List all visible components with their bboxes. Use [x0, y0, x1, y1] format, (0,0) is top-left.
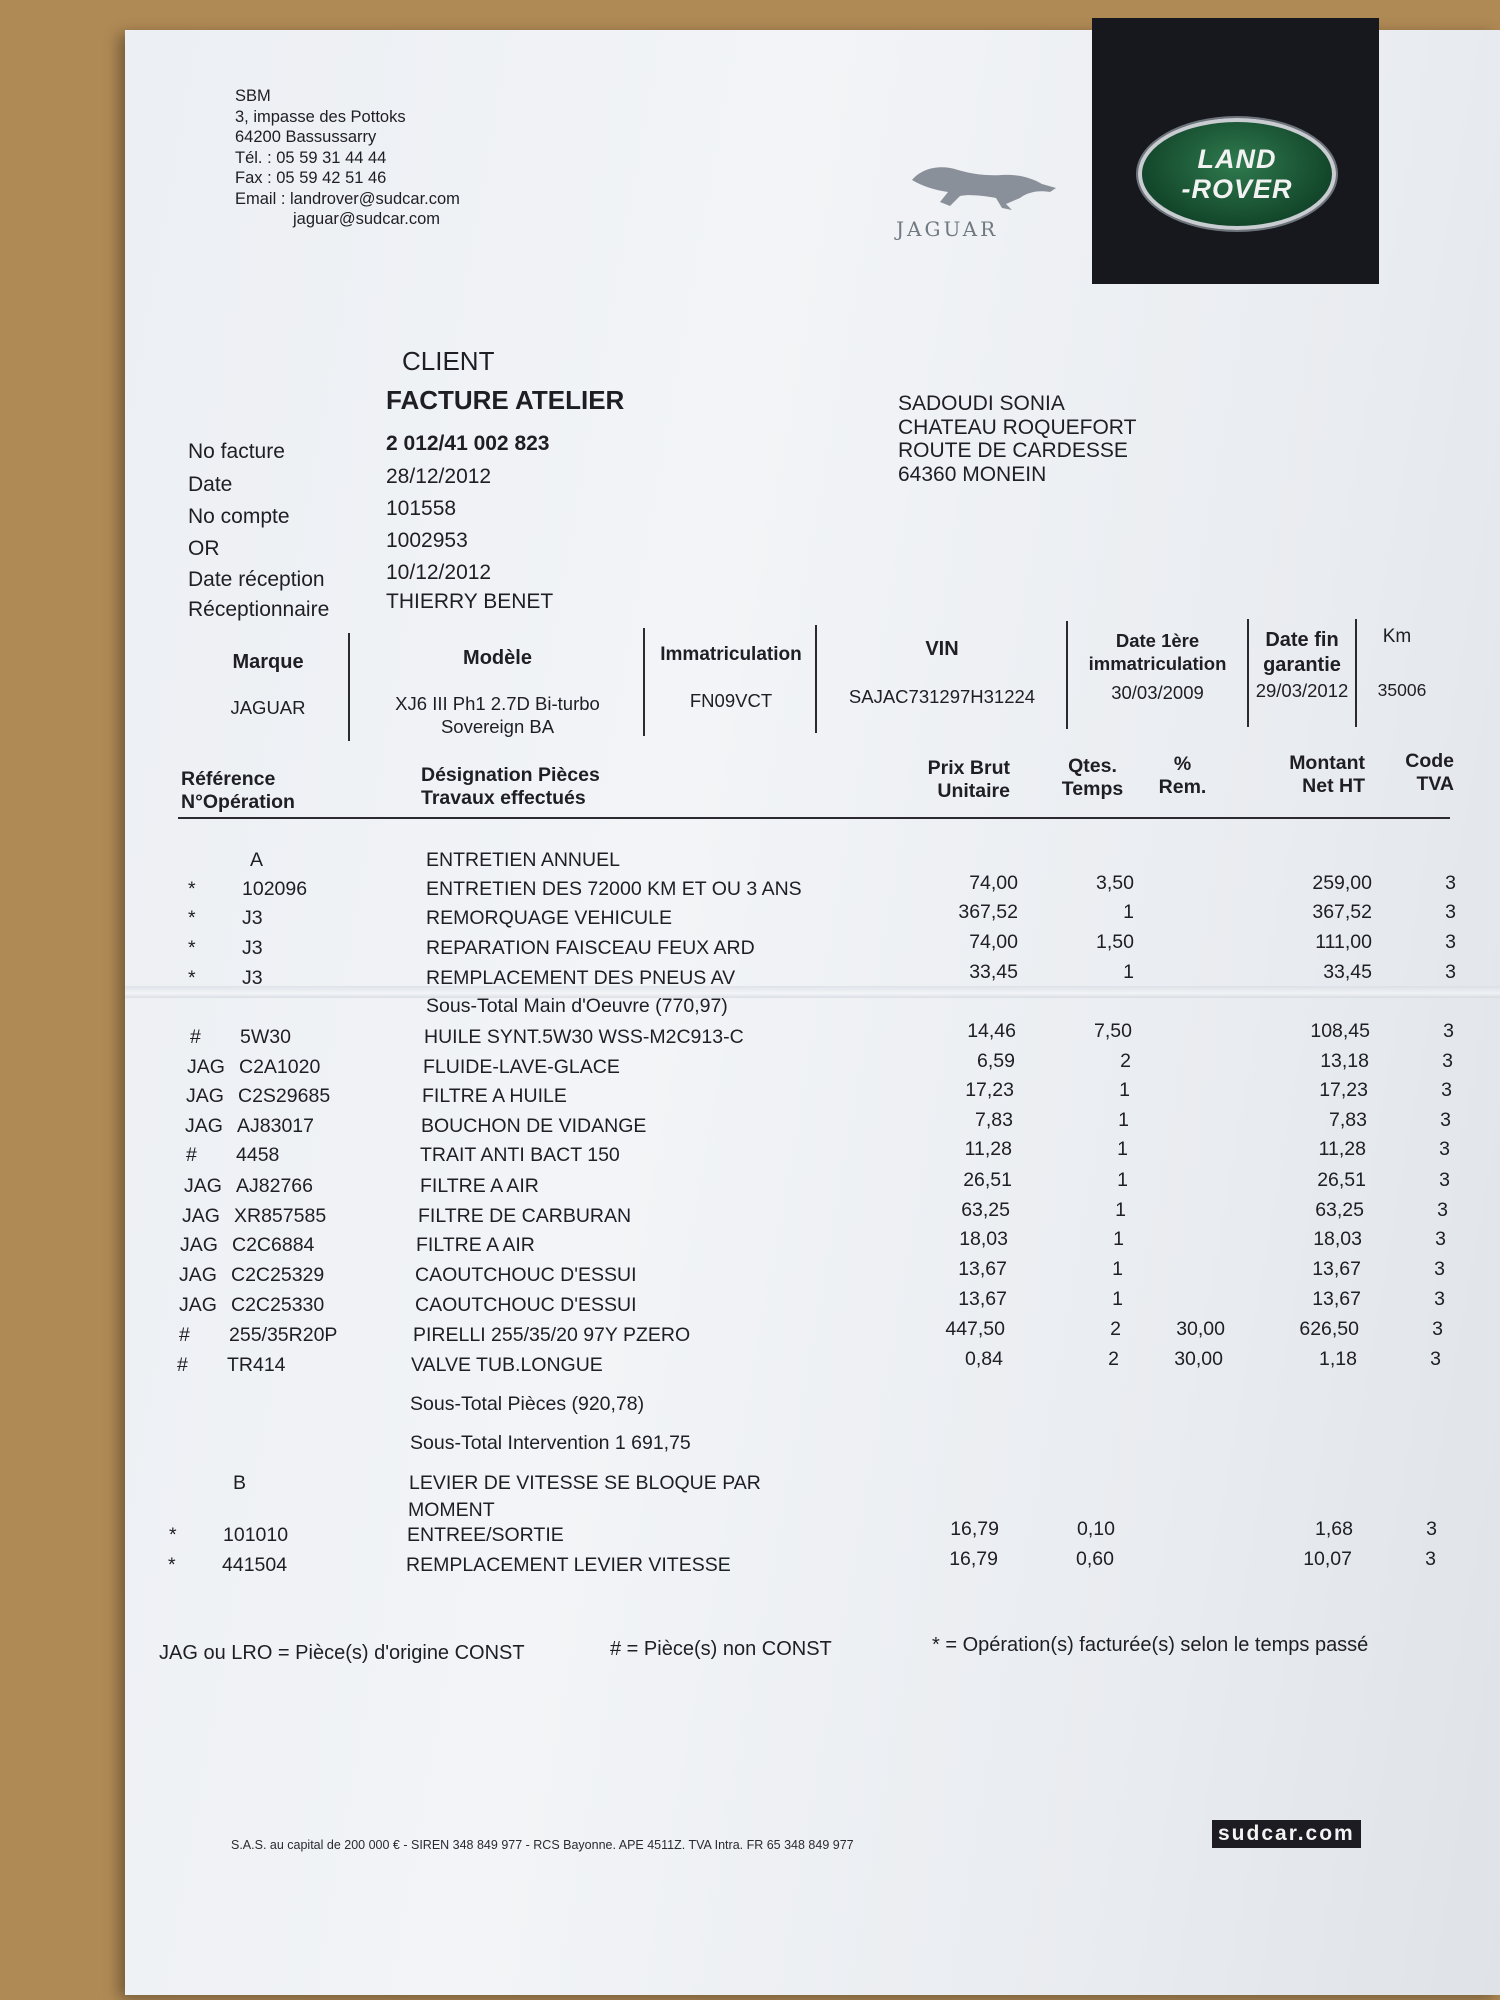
col-designation-label: Désignation Pièces [421, 764, 600, 786]
meta-label: Date réception [188, 568, 325, 591]
sender-address [235, 86, 460, 230]
table-row [0, 931, 1500, 960]
cell-des: CAOUTCHOUC D'ESSUI [415, 1264, 637, 1286]
cell-des: Sous-Total Pièces (920,78) [410, 1393, 645, 1415]
col-montant-label: Montant [1289, 752, 1365, 774]
cell-des: FILTRE DE CARBURAN [418, 1205, 632, 1227]
cell-mont: 1,18 [1319, 1348, 1357, 1370]
cell-des: PIRELLI 255/35/20 97Y PZERO [413, 1324, 691, 1346]
vehicle-divider [1355, 619, 1357, 727]
meta-value: 2 012/41 002 823 [386, 432, 550, 455]
cell-des: CAOUTCHOUC D'ESSUI [415, 1294, 637, 1316]
vehicle-garantie-header-2: garantie [1263, 654, 1341, 676]
vehicle-divider [1066, 621, 1068, 729]
cell-ref: 5W30 [240, 1026, 291, 1048]
cell-prix: 6,59 [977, 1050, 1015, 1072]
cell-rem: 30,00 [1174, 1348, 1223, 1370]
vehicle-garantie: 29/03/2012 [1255, 680, 1349, 701]
cell-tva: 3 [1426, 1518, 1437, 1540]
cell-ref: XR857585 [234, 1205, 327, 1227]
cell-tva: 3 [1445, 901, 1456, 923]
vehicle-modele-line-1: XJ6 III Ph1 2.7D Bi-turbo [395, 693, 600, 714]
cell-des: Sous-Total Intervention 1 691,75 [410, 1432, 691, 1454]
cell-qte: 1 [1112, 1258, 1123, 1280]
cell-prix: 13,67 [958, 1288, 1007, 1310]
cell-tva: 3 [1440, 1109, 1451, 1131]
land-rover-oval [1138, 118, 1336, 230]
sender-fax: Fax : 05 59 42 51 46 [235, 169, 387, 187]
document-title: FACTURE ATELIER [386, 385, 625, 415]
table-row [0, 1548, 1500, 1577]
cell-qte: 1 [1117, 1169, 1128, 1191]
jaguar-wordmark: JAGUAR [896, 217, 999, 241]
table-row [0, 1318, 1500, 1347]
cell-des: REMPLACEMENT LEVIER VITESSE [406, 1554, 731, 1576]
cell-prix: 447,50 [945, 1318, 1005, 1340]
cell-mark: JAG [182, 1205, 220, 1227]
cell-des: LEVIER DE VITESSE SE BLOQUE PAR [409, 1472, 761, 1494]
table-row [0, 1258, 1500, 1287]
cell-mont: 626,50 [1299, 1318, 1359, 1340]
cell-mont: 367,52 [1312, 901, 1372, 923]
cell-ref: J3 [242, 937, 263, 959]
table-row [0, 1169, 1500, 1198]
cell-des: ENTRETIEN ANNUEL [426, 849, 620, 871]
cell-des: ENTREE/SORTIE [407, 1524, 564, 1546]
cell-mark: * [188, 907, 196, 929]
col-prix-header [900, 757, 1010, 803]
col-reference-header [181, 768, 295, 814]
cell-mark: # [190, 1026, 201, 1048]
cell-des: Sous-Total Main d'Oeuvre (770,97) [426, 995, 728, 1017]
table-row [0, 1138, 1500, 1167]
table-row [0, 1471, 1500, 1495]
cell-rem: 30,00 [1176, 1318, 1225, 1340]
cell-des: FILTRE A HUILE [422, 1085, 567, 1107]
cell-des: FILTRE A AIR [416, 1234, 535, 1256]
cell-mont: 259,00 [1312, 872, 1372, 894]
cell-tva: 3 [1435, 1228, 1446, 1250]
col-unitaire-label: Unitaire [937, 780, 1010, 802]
col-prix-label: Prix Brut [927, 757, 1010, 779]
table-row [0, 1050, 1500, 1079]
cell-mont: 63,25 [1315, 1199, 1364, 1221]
cell-mark: # [186, 1144, 197, 1166]
cell-mont: 11,28 [1318, 1138, 1366, 1160]
cell-mark: JAG [180, 1234, 218, 1256]
cell-mark: # [177, 1354, 188, 1376]
cell-ref: B [233, 1472, 247, 1494]
cell-prix: 33,45 [969, 961, 1018, 983]
cell-qte: 1 [1113, 1228, 1124, 1250]
legend-original-parts: JAG ou LRO = Pièce(s) d'origine CONST [159, 1642, 525, 1664]
sender-city: 64200 Bassussarry [235, 128, 377, 146]
col-travaux-label: Travaux effectués [421, 787, 586, 809]
table-row [0, 1348, 1500, 1377]
vehicle-marque-header: Marque [232, 651, 304, 673]
cell-qte: 0,10 [1077, 1518, 1115, 1540]
cell-des: FILTRE A AIR [420, 1175, 539, 1197]
client-label: CLIENT [402, 346, 495, 376]
cell-prix: 13,67 [958, 1258, 1007, 1280]
col-tva-header [1390, 750, 1454, 796]
jaguar-leaper-icon [910, 158, 1060, 214]
col-operation-label: N°Opération [181, 791, 295, 813]
table-row [0, 1228, 1500, 1257]
cell-qte: 7,50 [1094, 1020, 1132, 1042]
cell-mark: JAG [179, 1264, 217, 1286]
sudcar-logo: sudcar.com [1212, 1820, 1361, 1848]
cell-ref: A [250, 849, 264, 871]
cell-ref: C2S29685 [238, 1085, 331, 1107]
meta-value: 10/12/2012 [386, 561, 492, 584]
cell-mark: * [188, 967, 196, 989]
cell-ref: TR414 [227, 1354, 286, 1376]
vehicle-immat-header: Immatriculation [660, 644, 802, 665]
cell-qte: 1 [1118, 1109, 1129, 1131]
cell-tva: 3 [1445, 872, 1456, 894]
meta-label: Date [188, 473, 233, 496]
cell-prix: 7,83 [975, 1109, 1013, 1131]
cell-mark: * [188, 937, 196, 959]
cell-qte: 2 [1110, 1318, 1121, 1340]
cell-qte: 1 [1115, 1199, 1126, 1221]
cell-ref: 255/35R20P [229, 1324, 338, 1346]
cell-mark: JAG [184, 1175, 222, 1197]
cell-tva: 3 [1430, 1348, 1441, 1370]
cell-mark: * [168, 1554, 176, 1576]
col-qte-header [1050, 755, 1135, 801]
table-row [0, 994, 1500, 1018]
legend-non-original-parts: # = Pièce(s) non CONST [610, 1638, 832, 1660]
col-rem-header [1150, 753, 1215, 799]
cell-prix: 17,23 [965, 1079, 1014, 1101]
cell-des: REMORQUAGE VEHICULE [426, 907, 672, 929]
cell-des: MOMENT [408, 1499, 495, 1521]
cell-tva: 3 [1437, 1199, 1448, 1221]
cell-prix: 11,28 [964, 1138, 1012, 1160]
col-net-label: Net HT [1302, 775, 1365, 797]
cell-qte: 2 [1108, 1348, 1119, 1370]
table-header-rule [178, 817, 1450, 819]
cell-mark: JAG [187, 1056, 225, 1078]
cell-tva: 3 [1432, 1318, 1443, 1340]
cell-ref: C2C25330 [231, 1294, 325, 1316]
vehicle-marque: JAGUAR [230, 697, 306, 718]
col-percent-label: % [1173, 753, 1192, 775]
cell-qte: 1,50 [1096, 931, 1134, 953]
vehicle-divider [643, 628, 645, 736]
recipient-name: SADOUDI SONIA [898, 392, 1065, 415]
land-rover-word-land: LAND [1197, 144, 1277, 174]
meta-label: OR [188, 537, 220, 560]
col-qte-label: Qtes. [1068, 755, 1117, 777]
cell-qte: 1 [1123, 901, 1134, 923]
table-row [0, 901, 1500, 930]
cell-mark: JAG [179, 1294, 217, 1316]
table-row [0, 1518, 1500, 1547]
cell-prix: 74,00 [969, 931, 1018, 953]
cell-tva: 3 [1439, 1138, 1450, 1160]
cell-ref: C2C25329 [231, 1264, 325, 1286]
vehicle-vin-header: VIN [925, 638, 959, 660]
cell-mark: JAG [185, 1115, 223, 1137]
cell-qte: 1 [1123, 961, 1134, 983]
vehicle-modele-line-2: Sovereign BA [440, 716, 555, 737]
recipient-address [898, 392, 1136, 486]
table-row [0, 1392, 1500, 1416]
cell-ref: J3 [242, 907, 263, 929]
cell-tva: 3 [1443, 1020, 1454, 1042]
cell-tva: 3 [1445, 931, 1456, 953]
legal-footer: S.A.S. au capital de 200 000 € - SIREN 348 849 977 - RCS Bayonne. APE 4511Z. TVA Intra. FR 65 348 849 977 [231, 1838, 854, 1852]
cell-mont: 108,45 [1310, 1020, 1370, 1042]
cell-tva: 3 [1439, 1169, 1450, 1191]
cell-prix: 14,46 [967, 1020, 1016, 1042]
cell-des: REMPLACEMENT DES PNEUS AV [426, 967, 736, 989]
table-row [0, 1079, 1500, 1108]
cell-ref: 102096 [242, 878, 308, 900]
cell-prix: 16,79 [949, 1548, 998, 1570]
col-montant-header [1250, 752, 1365, 798]
cell-tva: 3 [1445, 961, 1456, 983]
cell-qte: 1 [1112, 1288, 1123, 1310]
vehicle-immat: FN09VCT [689, 690, 773, 711]
cell-prix: 18,03 [959, 1228, 1008, 1250]
cell-mark: * [169, 1524, 177, 1546]
table-row [0, 1199, 1500, 1228]
table-row [0, 1020, 1500, 1049]
cell-mark: * [188, 878, 196, 900]
meta-label: Réceptionnaire [188, 598, 330, 621]
cell-qte: 0,60 [1076, 1548, 1114, 1570]
cell-des: BOUCHON DE VIDANGE [421, 1115, 647, 1137]
table-row [0, 872, 1500, 901]
cell-mont: 13,67 [1312, 1288, 1361, 1310]
cell-tva: 3 [1434, 1258, 1445, 1280]
meta-label: No compte [188, 505, 290, 528]
table-row [0, 961, 1500, 990]
col-rem-label: Rem. [1158, 776, 1207, 798]
meta-value: THIERRY BENET [386, 590, 554, 613]
vehicle-divider [1247, 619, 1249, 727]
table-row [0, 848, 1500, 872]
vehicle-vin: SAJAC731297H31224 [848, 686, 1036, 707]
cell-prix: 0,84 [965, 1348, 1003, 1370]
cell-des: VALVE TUB.LONGUE [411, 1354, 603, 1376]
recipient-line-2: ROUTE DE CARDESSE [898, 439, 1128, 462]
cell-ref: 101010 [223, 1524, 289, 1546]
cell-prix: 63,25 [961, 1199, 1010, 1221]
col-tva-label: TVA [1416, 773, 1454, 795]
cell-mont: 18,03 [1313, 1228, 1362, 1250]
vehicle-date1: 30/03/2009 [1111, 682, 1204, 703]
vehicle-km-header: Km [1382, 626, 1412, 647]
meta-value: 101558 [386, 497, 457, 520]
vehicle-km: 35006 [1377, 680, 1427, 700]
land-rover-logo [1092, 18, 1379, 284]
cell-tva: 3 [1425, 1548, 1436, 1570]
table-row [0, 1431, 1500, 1455]
cell-mont: 111,00 [1315, 931, 1372, 953]
vehicle-divider [815, 625, 817, 733]
cell-mark: JAG [186, 1085, 224, 1107]
cell-des: ENTRETIEN DES 72000 KM ET OU 3 ANS [426, 878, 802, 900]
cell-mont: 10,07 [1303, 1548, 1352, 1570]
cell-ref: 4458 [236, 1144, 280, 1166]
recipient-line-1: CHATEAU ROQUEFORT [898, 415, 1137, 439]
meta-value: 1002953 [386, 529, 468, 552]
cell-mont: 1,68 [1315, 1518, 1353, 1540]
sender-email: Email : landrover@sudcar.com [235, 189, 460, 208]
cell-tva: 3 [1442, 1050, 1453, 1072]
cell-mont: 17,23 [1319, 1079, 1368, 1101]
sender-email-2: jaguar@sudcar.com [293, 210, 440, 228]
cell-mark: # [179, 1324, 190, 1346]
vehicle-modele-header: Modèle [463, 647, 532, 669]
cell-ref: C2A1020 [239, 1056, 321, 1078]
vehicle-garantie-header-1: Date fin [1265, 629, 1339, 651]
land-rover-word-rover: -ROVER [1181, 174, 1293, 204]
cell-des: TRAIT ANTI BACT 150 [420, 1144, 620, 1166]
cell-prix: 367,52 [958, 901, 1018, 923]
col-temps-label: Temps [1061, 778, 1124, 800]
cell-ref: J3 [242, 967, 263, 989]
cell-prix: 16,79 [950, 1518, 999, 1540]
meta-label: No facture [188, 440, 285, 463]
col-reference-label: Référence [181, 768, 276, 790]
cell-qte: 3,50 [1096, 872, 1134, 894]
sender-street: 3, impasse des Pottoks [235, 107, 406, 126]
sender-name: SBM [235, 87, 271, 105]
cell-mont: 13,67 [1312, 1258, 1361, 1280]
vehicle-date1-header-2: immatriculation [1088, 653, 1227, 674]
cell-prix: 26,51 [963, 1169, 1012, 1191]
table-row [0, 1288, 1500, 1317]
cell-ref: 441504 [222, 1554, 288, 1576]
cell-qte: 1 [1117, 1138, 1128, 1160]
cell-qte: 1 [1119, 1079, 1130, 1101]
col-designation-header [421, 764, 600, 810]
recipient-line-3: 64360 MONEIN [898, 462, 1047, 486]
table-row [0, 1109, 1500, 1138]
cell-mont: 33,45 [1323, 961, 1372, 983]
cell-mont: 13,18 [1320, 1050, 1369, 1072]
legend-time-billed: * = Opération(s) facturée(s) selon le temps passé [932, 1634, 1369, 1656]
cell-prix: 74,00 [969, 872, 1018, 894]
sender-tel: Tél. : 05 59 31 44 44 [235, 148, 387, 167]
cell-qte: 2 [1120, 1050, 1131, 1072]
cell-tva: 3 [1434, 1288, 1445, 1310]
cell-ref: AJ82766 [236, 1175, 313, 1197]
cell-ref: C2C6884 [232, 1234, 315, 1256]
col-code-label: Code [1405, 750, 1454, 772]
meta-value: 28/12/2012 [386, 465, 492, 488]
vehicle-divider [348, 633, 350, 741]
cell-des: HUILE SYNT.5W30 WSS-M2C913-C [424, 1026, 744, 1048]
cell-tva: 3 [1441, 1079, 1452, 1101]
cell-mont: 7,83 [1329, 1109, 1367, 1131]
cell-ref: AJ83017 [237, 1115, 314, 1137]
cell-mont: 26,51 [1317, 1169, 1366, 1191]
cell-des: FLUIDE-LAVE-GLACE [423, 1056, 620, 1078]
cell-des: REPARATION FAISCEAU FEUX ARD [426, 937, 755, 959]
vehicle-date1-header-1: Date 1ère [1115, 630, 1200, 651]
